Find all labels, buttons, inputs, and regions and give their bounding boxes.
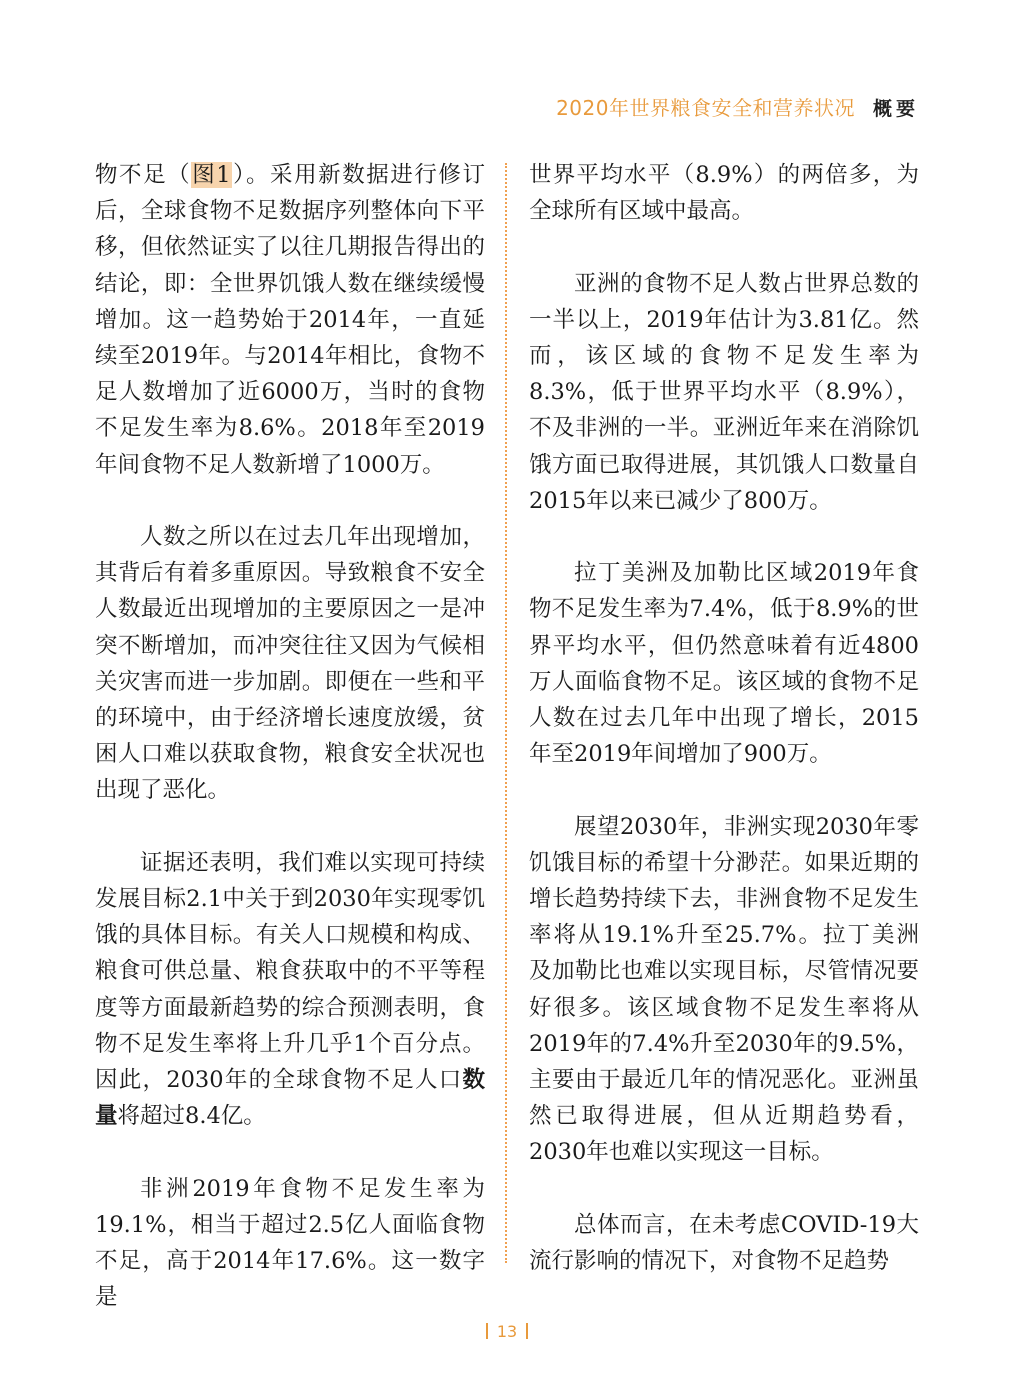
paragraph: 人数之所以在过去几年出现增加，其背后有着多重原因。导致粮食不安全人数最近出现增加的主要原因之一是冲突不断增加，而冲突往往又因为气候相关灾害而进一步加剧。即便在一些和平的环境中，由于经济增长速度放缓，贫困人口难以获取食物，粮食安全状况也出现了恶化。 [95, 524, 485, 804]
paragraph [95, 845, 485, 1135]
paragraph: 世界平均水平（8.9%）的两倍多，为全球所有区域中最高。 [529, 162, 919, 225]
paragraph: 亚洲的食物不足人数占世界总数的一半以上，2019年估计为3.81亿。然而，该区域的食物不足发生率为8.3%，低于世界平均水平（8.9%），不及非洲的一半。亚洲近年来在消除饥饿方面已取得进展，其饥饿人口数量自2015年以来已减少了800万。 [529, 270, 919, 514]
column-divider [505, 163, 507, 1263]
paragraph-text: 将超过8.4亿。 [117, 1103, 266, 1130]
paragraph-text: ）。采用新数据进行修订后，全球食物不足数据序列整体向下平移，但依然证实了以往几期报告得出的结论，即：全世界饥饿人数在继续缓慢增加。这一趋势始于2014年，一直延续至2019年。与2014年相比，食物不足人数增加了近6000万，当时的食物不足发生率为8.6%。2018年至2019年间食物不足人数新增了1000万。 [95, 162, 485, 478]
report-title: 2020年世界粮食安全和营养状况 [556, 96, 855, 120]
page-number: 13 [496, 1322, 518, 1341]
running-header [556, 92, 919, 121]
section-label: 概要 [872, 98, 919, 120]
right-column [529, 157, 919, 1315]
paragraph: 总体而言，在未考虑COVID-19大流行影响的情况下，对食物不足趋势 [529, 1211, 919, 1275]
left-column [95, 157, 485, 1352]
page-footer [0, 1322, 1014, 1341]
footer-bar-left [486, 1323, 488, 1339]
paragraph [95, 157, 485, 483]
paragraph: 拉丁美洲及加勒比区域2019年食物不足发生率为7.4%，低于8.9%的世界平均水平，但仍然意味着有近4800万人面临食物不足。该区域的食物不足人数在过去几年中出现了增长，2015年至2019年间增加了900万。 [529, 560, 919, 768]
paragraph-text: 证据还表明，我们难以实现可持续发展目标2.1中关于到2030年实现零饥饿的具体目标。有关人口规模和构成、粮食可供总量、粮食获取中的不平等程度等方面最新趋势的综合预测表明，食物不足发生率将上升几乎1个百分点。因此，2030年的全球食物不足人口 [95, 849, 485, 1094]
footer-bar-right [526, 1323, 528, 1339]
emphasis-text: 数量 [95, 1067, 485, 1130]
figure-reference-link[interactable]: 图1 [192, 162, 231, 188]
paragraph: 展望2030年，非洲实现2030年零饥饿目标的希望十分渺茫。如果近期的增长趋势持续下去，非洲食物不足发生率将从19.1%升至25.7%。拉丁美洲及加勒比也难以实现目标，尽管情况要好很多。该区域食物不足发生率将从2019年的7.4%升至2030年的9.5%，主要由于最近几年的情况恶化。亚洲虽然已取得进展，但从近期趋势看，2030年也难以实现这一目标。 [529, 813, 919, 1166]
paragraph: 非洲2019年食物不足发生率为19.1%，相当于超过2.5亿人面临食物不足，高于2014年17.6%。这一数字是 [95, 1175, 485, 1311]
paragraph-text: 物不足（ [95, 162, 192, 188]
